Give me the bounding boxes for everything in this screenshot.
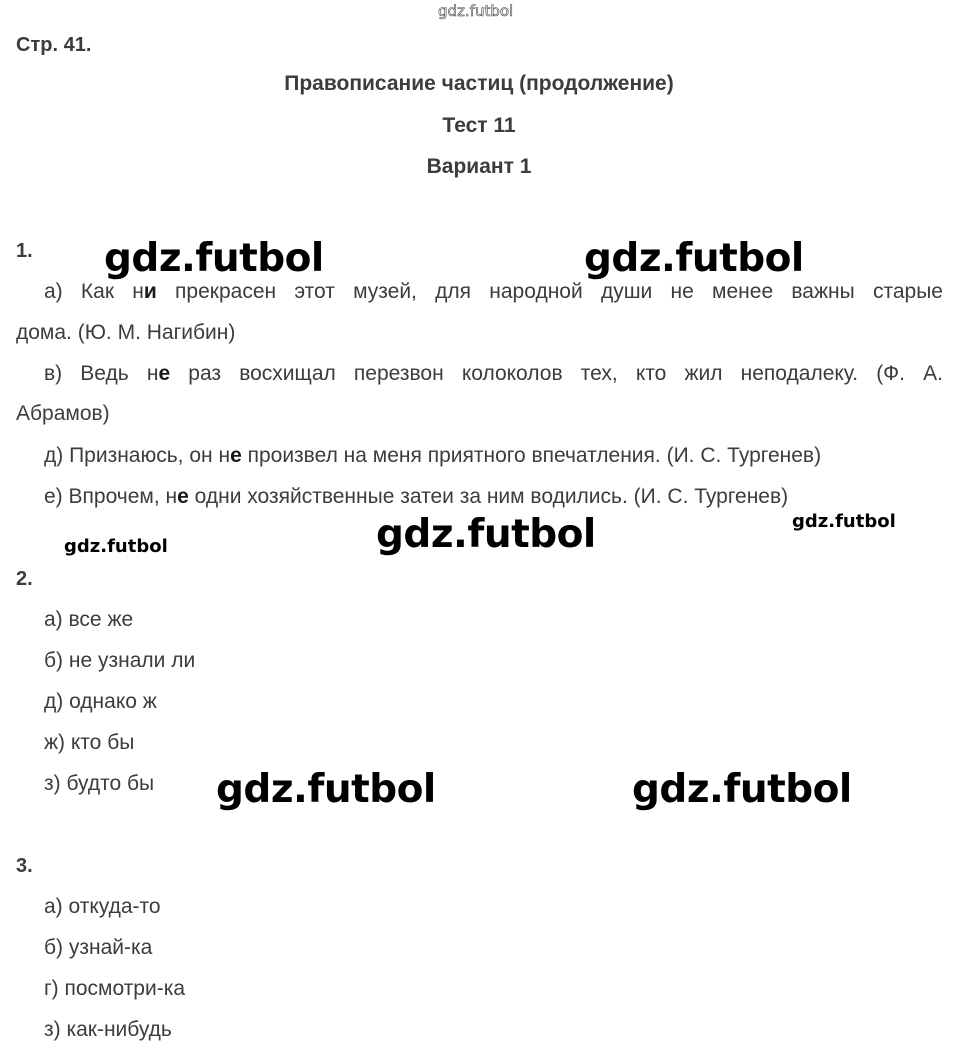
watermark-top: gdz.futbol [438, 2, 514, 20]
question-1-number: 1. [16, 240, 33, 262]
watermark: gdz.futbol [64, 536, 168, 557]
watermark: gdz.futbol [632, 767, 852, 812]
answer-1d: д) Признаюсь, он не произвел на меня приятного впечатления. (И. С. Тургенев) [44, 444, 822, 467]
answer-1e: е) Впрочем, не одни хозяйственные затеи за ним водились. (И. С. Тургенев) [44, 485, 789, 508]
answer-2-item: ж) кто бы [44, 731, 135, 754]
answer-3-item: б) узнай-ка [44, 936, 153, 959]
question-3-number: 3. [16, 855, 33, 877]
page-number: Стр. 41. [16, 34, 92, 56]
answer-2-item: б) не узнали ли [44, 649, 196, 672]
answer-2-item: а) все же [44, 608, 134, 631]
answer-1v: в) Ведь не раз восхищал перезвон колоколов тех, кто жил неподалеку. (Ф. А. [44, 362, 943, 385]
answer-1v-continued: Абрамов) [16, 402, 110, 425]
answer-1a-continued: дома. (Ю. М. Нагибин) [16, 321, 236, 344]
answer-1a: а) Как ни прекрасен этот музей, для народной души не менее важны старые [44, 280, 943, 303]
answer-2-item: д) однако ж [44, 690, 157, 713]
question-2-number: 2. [16, 568, 33, 590]
watermark: gdz.futbol [216, 767, 436, 812]
watermark: gdz.futbol [376, 512, 596, 557]
page-title: Правописание частиц (продолжение) [284, 72, 674, 95]
variant-title: Вариант 1 [426, 155, 532, 178]
answer-3-item: г) посмотри-ка [44, 977, 186, 1000]
watermark: gdz.futbol [104, 236, 324, 281]
answer-3-item: з) как-нибудь [44, 1018, 172, 1041]
answer-2-item: з) будто бы [44, 772, 155, 795]
watermark: gdz.futbol [792, 511, 896, 532]
test-title: Тест 11 [442, 114, 516, 137]
answer-3-item: а) откуда-то [44, 895, 161, 918]
watermark: gdz.futbol [584, 236, 804, 281]
